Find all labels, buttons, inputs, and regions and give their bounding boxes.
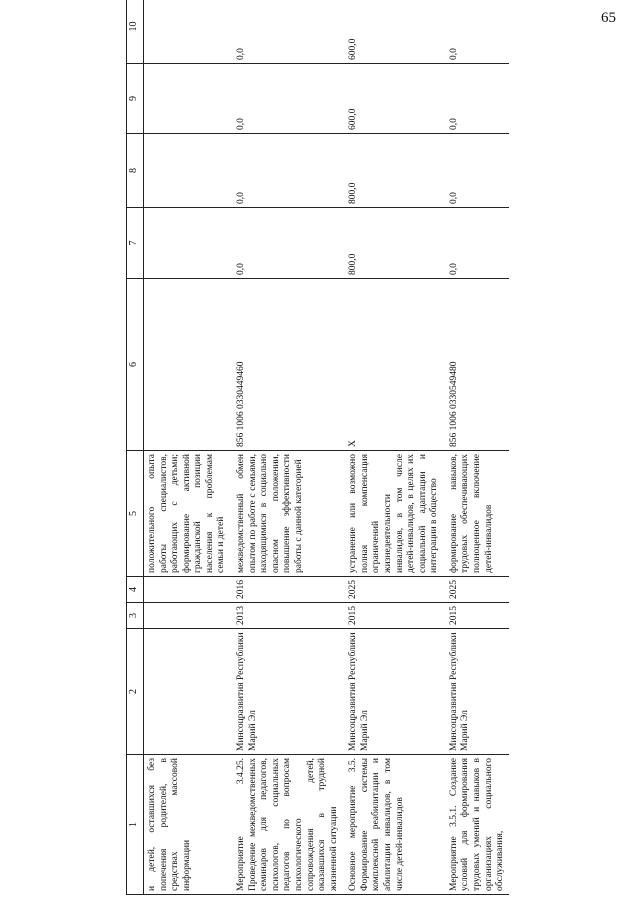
executor-cell: Минсоцразвития Республики Марий Эл	[230, 629, 342, 755]
header-cell-3: 3	[127, 603, 144, 629]
measure-name-cell: Основное мероприятие 3.5. Формирование системы комплексной реабилитации и абилитации инвалидов, в том числе детей-инвалидов	[342, 755, 443, 895]
end-year-cell	[144, 577, 231, 603]
measure-name-cell: Мероприятие 3.5.1. Создание условий для формирования трудовых умений и навыков в организациях социального обслуживания,	[443, 755, 509, 895]
budget-code-cell	[144, 279, 231, 451]
expected-result-cell: устранение или возможно полная компенсация ограничений жизнедеятельности инвалидов, в том числе детей-инвалидов, в целях их социальной адаптации и интеграции в общество	[342, 451, 443, 577]
start-year-cell: 2013	[230, 603, 342, 629]
header-cell-9: 9	[127, 64, 144, 134]
end-year-cell: 2025	[342, 577, 443, 603]
table-row	[342, 0, 443, 895]
start-year-cell: 2015	[342, 603, 443, 629]
value-cell-9: 0,0	[443, 64, 509, 134]
header-cell-2: 2	[127, 629, 144, 755]
header-cell-8: 8	[127, 134, 144, 208]
expected-result-cell: положительного опыта работы специалистов, работающих с детьми; формирование активной гражданской позиции населения к проблемам семьи и детей	[144, 451, 231, 577]
header-cell-7: 7	[127, 208, 144, 279]
executor-cell: Минсоцразвития Республики Марий Эл	[443, 629, 509, 755]
value-cell-7: 800,0	[342, 208, 443, 279]
value-cell-9: 0,0	[230, 64, 342, 134]
table-row	[230, 0, 342, 895]
budget-code-cell: 856 1006 0330549480	[443, 279, 509, 451]
end-year-cell: 2016	[230, 577, 342, 603]
header-row	[127, 0, 144, 895]
value-cell-7: 0,0	[443, 208, 509, 279]
value-cell-7: 0,0	[230, 208, 342, 279]
value-cell-9: 600,0	[342, 64, 443, 134]
value-cell-7	[144, 208, 231, 279]
header-cell-6: 6	[127, 279, 144, 451]
expected-result-cell: межведомственный обмен опытом по работе с семьями, находящимися в социально опасном положении, повышение эффективности работы с данной категорией	[230, 451, 342, 577]
value-cell-8: 0,0	[230, 134, 342, 208]
page-number: 65	[601, 10, 616, 26]
executor-cell	[144, 629, 231, 755]
program-measures-table	[126, 0, 509, 895]
end-year-cell: 2025	[443, 577, 509, 603]
measure-name-cell: Мероприятие 3.4.25. Проведение межведомственных семинаров для педагогов, психологов, социальных педагогов по вопросам психологического сопровождения детей, оказавшихся в трудной жизненной ситуации	[230, 755, 342, 895]
header-cell-1: 1	[127, 755, 144, 895]
table-row	[443, 0, 509, 895]
executor-cell: Минсоцразвития Республики Марий Эл	[342, 629, 443, 755]
budget-code-cell: 856 1006 0330449460	[230, 279, 342, 451]
value-cell-8	[144, 134, 231, 208]
value-cell-9	[144, 64, 231, 134]
header-cell-4: 4	[127, 577, 144, 603]
measure-name-cell: и детей, оставшихся без попечения родителей, в средствах массовой информации	[144, 755, 231, 895]
value-cell-8: 0,0	[443, 134, 509, 208]
value-cell-10: 0,0	[230, 0, 342, 64]
table-row	[144, 0, 231, 895]
value-cell-10: 600,0	[342, 0, 443, 64]
start-year-cell: 2015	[443, 603, 509, 629]
value-cell-10	[144, 0, 231, 64]
expected-result-cell: формирование навыков, трудовых обеспечивающих полноценное включение детей-инвалидов	[443, 451, 509, 577]
start-year-cell	[144, 603, 231, 629]
header-cell-10: 10	[127, 0, 144, 64]
value-cell-8: 800,0	[342, 134, 443, 208]
budget-code-cell: X	[342, 279, 443, 451]
header-cell-5: 5	[127, 451, 144, 577]
value-cell-10: 0,0	[443, 0, 509, 64]
